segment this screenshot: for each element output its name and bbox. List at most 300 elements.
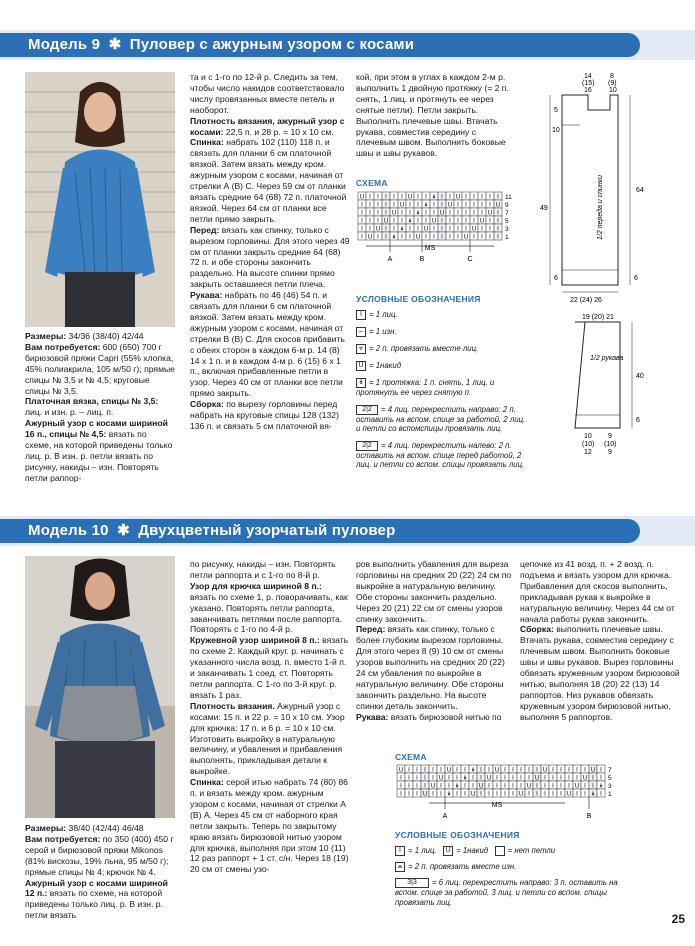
scheme-cell-symbol: I xyxy=(440,791,442,798)
scheme-cell-symbol: U xyxy=(542,767,548,774)
scheme-cell-symbol: I xyxy=(465,210,467,217)
star-icon: ✱ xyxy=(117,522,130,539)
scheme-cell-symbol: I xyxy=(456,767,458,774)
legend-text: = 4 лиц. перекрестить направо: 2 п. оставить на вспом. спице за работой, 2 лиц. и петли со вспомспицы провязать лиц. xyxy=(356,404,526,433)
model10-text: Спинка: серой итью набрать 74 (80) 86 п. и вязать между кром. ажурным узором с косами, начиная от стрелки А (В) А. Через 45 см от наборного края петли закрыть. Теперь по закрытому краю вязать бирюзовой нитью узором для крючка, выполняя при этом 10 (11) 12 раз раппорт + 1 ст. с/н. Через 18 (19) 20 см от смены узо- xyxy=(190,777,349,875)
scheme-cell-symbol: I xyxy=(361,202,363,209)
scheme-cell-symbol: I xyxy=(433,202,435,209)
scheme-cell-symbol: I xyxy=(369,194,371,201)
scheme-cell-symbol: I xyxy=(425,218,427,225)
legend-row xyxy=(395,846,635,856)
scheme-cell-symbol: I xyxy=(400,791,402,798)
scheme-cell-symbol: I xyxy=(481,234,483,241)
model9-text: Плотность вязания, ажурный узор с косами: 22,5 п. и 28 р. = 10 х 10 см. xyxy=(190,115,345,137)
model9-text: Размеры: 34/36 (38/40) 42/44 xyxy=(25,331,144,341)
scheme-cell-symbol: I xyxy=(377,194,379,201)
scheme-cell-symbol: I xyxy=(592,775,594,782)
scheme-cell-symbol: I xyxy=(576,791,578,798)
legend-row xyxy=(356,361,526,371)
body-bottom-6: 6 xyxy=(554,275,558,282)
legend-symbol: 2|2 xyxy=(356,405,378,415)
legend-row xyxy=(356,310,526,320)
scheme-cell-symbol: U xyxy=(582,775,588,782)
scheme-cell-symbol: I xyxy=(361,226,363,233)
scheme-cell-symbol: I xyxy=(393,202,395,209)
body-right-64: 64 xyxy=(636,187,644,194)
scheme-cell-symbol: I xyxy=(520,767,522,774)
body-bottom-w: 22 (24) 26 xyxy=(570,297,602,304)
scheme-cell-symbol: I xyxy=(425,210,427,217)
body-top-s: (9) xyxy=(608,80,617,87)
scheme-cell-symbol: I xyxy=(385,226,387,233)
scheme-cell-symbol: I xyxy=(497,218,499,225)
scheme-cell-symbol: I xyxy=(584,767,586,774)
scheme-cell-symbol: I xyxy=(400,783,402,790)
scheme-cell-symbol: I xyxy=(369,218,371,225)
scheme-cell-symbol: U xyxy=(407,194,413,201)
model9-col3 xyxy=(356,72,516,159)
scheme-cell-symbol: I xyxy=(424,783,426,790)
scheme-cell-symbol: I xyxy=(489,226,491,233)
scheme-cell-symbol: I xyxy=(401,210,403,217)
scheme-cell-symbol: I xyxy=(504,783,506,790)
scheme-row-label: 7 xyxy=(608,767,612,774)
scheme-cell-symbol: I xyxy=(409,202,411,209)
legend-row xyxy=(356,327,526,337)
scheme-cell-symbol: I xyxy=(385,210,387,217)
model9-scheme-title: СХЕМА xyxy=(356,178,388,188)
scheme-cell-symbol: U xyxy=(494,767,500,774)
scheme-cell-symbol: I xyxy=(449,226,451,233)
scheme-cell-symbol: I xyxy=(568,767,570,774)
scheme-arrow-label: A xyxy=(387,256,393,263)
legend-symbol: ⩔ xyxy=(356,344,366,354)
model10-text: Рукава: вязать бирюзовой нитью по xyxy=(356,711,502,722)
sleeve-bottom: 10 xyxy=(584,433,592,440)
scheme-cell-symbol: U xyxy=(438,775,444,782)
scheme-cell-symbol: I xyxy=(480,775,482,782)
scheme-cell-symbol: I xyxy=(377,202,379,209)
scheme-cell-symbol: I xyxy=(512,783,514,790)
scheme-cell-symbol: I xyxy=(520,775,522,782)
scheme-cell-symbol: I xyxy=(433,234,435,241)
page-number: 25 xyxy=(671,912,685,926)
scheme-cell-symbol: I xyxy=(560,783,562,790)
legend-symbol: ↡ xyxy=(356,378,366,388)
scheme-row-label: 1 xyxy=(505,234,509,241)
scheme-cell-symbol: I xyxy=(464,767,466,774)
scheme-cell-symbol: I xyxy=(552,775,554,782)
scheme-cell-symbol: U xyxy=(455,194,461,201)
legend-symbol: ⩕ xyxy=(395,862,405,872)
model10-scheme-title: СХЕМА xyxy=(395,752,427,762)
sleeve-bottom: (10) xyxy=(604,441,617,448)
legend-row xyxy=(356,405,526,434)
scheme-cell-symbol: I xyxy=(377,218,379,225)
scheme-cell-symbol: I xyxy=(441,218,443,225)
scheme-cell-symbol: I xyxy=(584,791,586,798)
legend-text: = 1 лиц. xyxy=(369,310,398,320)
scheme-cell-symbol: I xyxy=(480,791,482,798)
scheme-cell-symbol: I xyxy=(473,202,475,209)
sleeve-bottom: 12 xyxy=(584,449,592,456)
scheme-cell-symbol: U xyxy=(478,783,484,790)
legend-row xyxy=(356,441,526,470)
model10-text: Вам потребуется: по 350 (400) 450 г серой и бирюзовой пряжи Mikonos (81% вискозы, 19% льна, 95 м/50 г); прямые спицы № 4; крючок № 4. xyxy=(25,833,174,877)
scheme-cell-symbol: I xyxy=(489,218,491,225)
model10-col2 xyxy=(190,559,350,875)
scheme-cell-symbol: I xyxy=(600,767,602,774)
legend-text: = 1 лиц. xyxy=(408,846,437,856)
scheme-cell-symbol: U xyxy=(486,775,492,782)
scheme-cell-symbol: I xyxy=(432,775,434,782)
scheme-cell-symbol: I xyxy=(369,210,371,217)
body-label: 1/2 переда и спинки xyxy=(597,175,604,240)
scheme-cell-symbol: I xyxy=(416,775,418,782)
scheme-cell-symbol: I xyxy=(489,202,491,209)
scheme-cell-symbol: I xyxy=(473,194,475,201)
scheme-cell-symbol: U xyxy=(590,767,596,774)
scheme-cell-symbol: U xyxy=(399,202,405,209)
scheme-cell-symbol: I xyxy=(425,194,427,201)
scheme-cell-symbol: I xyxy=(473,218,475,225)
model10-scheme-chart xyxy=(395,763,640,825)
body-left-5: 5 xyxy=(554,107,558,114)
model9-text: Рукава: набрать по 46 (46) 54 п. и связать для планки 6 см платочной вязкой. Затем вязать между кром. ажурным узором с косами, начиная от стрелки В (В) С. Для скосов прибавить с обеих сторон в каждом 6-м р. 14 (8) 14 х 1 п. и в каждом 4-м р. 6 (15) 6 х 1 п., включая прибавленные петли в узор. Через 40 см от планки все петли прямо закрыть. xyxy=(190,290,345,399)
scheme-cell-symbol: U xyxy=(391,210,397,217)
sleeve-right-40: 40 xyxy=(636,373,644,380)
scheme-cell-symbol: I xyxy=(464,783,466,790)
scheme-cell-symbol: I xyxy=(416,767,418,774)
scheme-cell-symbol: I xyxy=(544,775,546,782)
scheme-cell-symbol: ↡ xyxy=(446,791,452,798)
model10-text: Сборка: выполнить плечевые швы. Втачать рукава, совместив середину с плечевым швом. Выполнить боковые швы и швы рукавов. Вырез горловины обвязать кружевным узором бирюзовой нитью, выполняя 18 (20) 22 (13) 14 раппортов. Низ рукавов обвязать кружевным узором бирюзовой нитью, выполняя 5 раппортов. xyxy=(520,624,680,722)
scheme-cell-symbol: I xyxy=(488,767,490,774)
scheme-cell-symbol: I xyxy=(441,194,443,201)
model9-pattern-body xyxy=(540,70,690,305)
scheme-row-label: 7 xyxy=(505,210,509,217)
scheme-cell-symbol: I xyxy=(497,226,499,233)
legend-text: = 1накид xyxy=(456,846,489,856)
scheme-cell-symbol: I xyxy=(512,767,514,774)
scheme-cell-symbol: I xyxy=(401,218,403,225)
scheme-cell-symbol: I xyxy=(457,218,459,225)
scheme-cell-symbol: ↡ xyxy=(423,202,429,209)
scheme-cell-symbol: I xyxy=(497,194,499,201)
scheme-cell-symbol: I xyxy=(480,767,482,774)
scheme-cell-symbol: U xyxy=(430,783,436,790)
scheme-cell-symbol: I xyxy=(417,202,419,209)
scheme-cell-symbol: I xyxy=(552,783,554,790)
scheme-cell-symbol: I xyxy=(385,234,387,241)
model9-text: Вам потребуется: 600 (650) 700 г бирюзовой пряжи Capri (55% хлопка, 45% полиакрила, 105 м/50 г); прямые спицы № 3,5 и № 4,5; круговые спицы № 3,5. xyxy=(25,341,175,396)
scheme-cell-symbol: I xyxy=(449,234,451,241)
body-left-49: 49 xyxy=(540,205,548,212)
scheme-cell-symbol: I xyxy=(512,791,514,798)
scheme-row-label: 3 xyxy=(608,783,612,790)
legend-symbol: – xyxy=(356,327,366,337)
scheme-cell-symbol: U xyxy=(526,783,532,790)
scheme-cell-symbol: U xyxy=(447,202,453,209)
model10-title: Двухцветный узорчатый пуловер xyxy=(138,522,396,539)
scheme-cell-symbol: I xyxy=(448,783,450,790)
scheme-cell-symbol: I xyxy=(440,783,442,790)
scheme-cell-symbol: I xyxy=(576,775,578,782)
model9-legend xyxy=(356,310,526,477)
scheme-cell-symbol: I xyxy=(504,775,506,782)
scheme-cell-symbol: U xyxy=(479,218,485,225)
model10-legend-title: УСЛОВНЫЕ ОБОЗНАЧЕНИЯ xyxy=(395,830,520,840)
model9-text: Ажурный узор с косами шириной 16 п., спицы № 4,5: вязать по схеме, на которой приведены только лиц. р. В изн. р. петли вязать по рисунку, накиды – изн. Повторять петли раппор- xyxy=(25,418,173,483)
model10-text: Перед: вязать как спинку, только с более глубоким вырезом горловины. Для этого через 8 (9) 10 см от смены узоров выполнить на средних 20 (22) 24 см убавления по выкройке в натуральную величину. Обе стороны закончить раздельно. На высоте спинки деталь закончить. xyxy=(356,624,505,711)
scheme-cell-symbol: I xyxy=(576,767,578,774)
scheme-cell-symbol: U xyxy=(415,234,421,241)
scheme-cell-symbol: I xyxy=(457,210,459,217)
sleeve-label: 1/2 рукава xyxy=(590,355,624,362)
scheme-cell-symbol: I xyxy=(416,783,418,790)
scheme-cell-symbol: I xyxy=(584,783,586,790)
body-top-s: 8 xyxy=(610,73,614,80)
scheme-cell-symbol: I xyxy=(568,783,570,790)
sleeve-bottom: 9 xyxy=(608,433,612,440)
scheme-cell-symbol: U xyxy=(439,210,445,217)
scheme-cell-symbol: I xyxy=(465,194,467,201)
scheme-cell-symbol: U xyxy=(375,226,381,233)
scheme-cell-symbol: I xyxy=(473,210,475,217)
scheme-cell-symbol: I xyxy=(441,234,443,241)
scheme-cell-symbol: ↡ xyxy=(407,218,413,225)
legend-text: = 1 изн. xyxy=(369,327,397,337)
model9-legend-title: УСЛОВНЫЕ ОБОЗНАЧЕНИЯ xyxy=(356,294,481,304)
scheme-cell-symbol: I xyxy=(465,218,467,225)
model9-banner xyxy=(0,33,640,57)
model10-text: Ажурный узор с косами шириной 12 п.: вязать по схеме, на которой приведены только лиц. р. В изн. р. петли вязать xyxy=(25,877,168,921)
sleeve-bottom-6: 6 xyxy=(636,417,640,424)
scheme-cell-symbol: I xyxy=(417,194,419,201)
scheme-cell-symbol: I xyxy=(449,194,451,201)
scheme-row-label: 3 xyxy=(505,226,509,233)
scheme-cell-symbol: I xyxy=(409,226,411,233)
scheme-cell-symbol: I xyxy=(377,210,379,217)
scheme-cell-symbol: I xyxy=(432,767,434,774)
model10-number: Модель 10 xyxy=(28,522,109,539)
scheme-cell-symbol: I xyxy=(401,194,403,201)
scheme-cell-symbol: I xyxy=(433,226,435,233)
legend-symbol: U xyxy=(356,361,366,371)
scheme-arrow-label: B xyxy=(419,256,425,263)
scheme-cell-symbol: U xyxy=(398,767,404,774)
model10-text: Узор для крючка шириной 8 п.: вязать по схеме 1, р. поворачивать, как указано. Повторять петли раппорта, заканчивать петлями после раппорта. Повторять с 1-го по 4-й р. xyxy=(190,580,348,635)
scheme-cell-symbol: I xyxy=(536,767,538,774)
scheme-cell-symbol: I xyxy=(457,234,459,241)
model10-text: ров выполнить убавления для выреза горловины на средних 20 (22) 24 см по выкройке в натуральную величину. Обе стороны закончить раздельно. Через 20 (21) 22 см от смены узоров спинку закончить. xyxy=(356,559,512,624)
scheme-cell-symbol: I xyxy=(393,194,395,201)
scheme-cell-symbol: I xyxy=(432,791,434,798)
scheme-cell-symbol: U xyxy=(534,775,540,782)
scheme-cell-symbol: I xyxy=(433,210,435,217)
scheme-cell-symbol: I xyxy=(536,783,538,790)
legend-symbol: I xyxy=(395,846,405,856)
scheme-cell-symbol: U xyxy=(423,226,429,233)
model10-text: цепочке из 41 возд. п. + 2 возд. п. подъема и вязать узором для крючка. Прибавления для скосов выполнить, прикладывая рукав к выкройке в натуральную величину. Через 44 см от начала работы рукав закончить. xyxy=(520,559,675,624)
legend-symbol: I xyxy=(356,310,366,320)
model10-photo xyxy=(25,556,175,818)
scheme-cell-symbol: U xyxy=(518,791,524,798)
scheme-cell-symbol: U xyxy=(446,767,452,774)
body-bottom-6: 6 xyxy=(634,275,638,282)
model10-legend xyxy=(395,846,635,907)
scheme-cell-symbol: I xyxy=(481,210,483,217)
scheme-cell-symbol: I xyxy=(408,783,410,790)
legend-text: = 1 протяжка: 1 п. снять, 1 лиц. и протянуть ее через снятую п. xyxy=(356,378,495,397)
scheme-row-label: 5 xyxy=(608,775,612,782)
scheme-cell-symbol: I xyxy=(512,775,514,782)
scheme-cell-symbol: I xyxy=(496,783,498,790)
scheme-arrow-label: B xyxy=(586,813,592,820)
scheme-cell-symbol: I xyxy=(457,226,459,233)
scheme-cell-symbol: I xyxy=(560,791,562,798)
legend-text: = нет петли xyxy=(507,846,556,856)
model9-col2 xyxy=(190,72,350,432)
model9-text: Платочная вязка, спицы № 3,5: лиц. и изн. р. – лиц. п. xyxy=(25,396,159,418)
legend-row xyxy=(356,378,526,398)
scheme-cell-symbol: I xyxy=(401,234,403,241)
model9-number: Модель 9 xyxy=(28,36,101,53)
scheme-cell-symbol: I xyxy=(361,234,363,241)
scheme-cell-symbol: ↡ xyxy=(470,767,476,774)
sleeve-bottom: (10) xyxy=(582,441,595,448)
scheme-cell-symbol: I xyxy=(441,226,443,233)
scheme-cell-symbol: ↡ xyxy=(431,194,437,201)
scheme-cell-symbol: U xyxy=(359,194,365,201)
scheme-cell-symbol: U xyxy=(422,791,428,798)
model9-text: Перед: вязать как спинку, только с вырезом горловины. Для этого через 49 см от планки закрыть средние 64 (68) 72 п. и обе стороны закончить раздельно. На высоте спинки прямо закрыть оставшиеся петли плеча. xyxy=(190,224,350,290)
scheme-cell-symbol: I xyxy=(528,791,530,798)
scheme-cell-symbol: I xyxy=(536,791,538,798)
scheme-cell-symbol: I xyxy=(600,791,602,798)
scheme-cell-symbol: I xyxy=(489,234,491,241)
legend-symbol xyxy=(495,846,505,856)
scheme-row-label: 5 xyxy=(505,218,509,225)
scheme-cell-symbol: I xyxy=(456,791,458,798)
scheme-cell-symbol: U xyxy=(574,783,580,790)
scheme-cell-symbol: I xyxy=(424,775,426,782)
scheme-cell-symbol: I xyxy=(416,791,418,798)
scheme-cell-symbol: U xyxy=(471,226,477,233)
scheme-cell-symbol: I xyxy=(568,775,570,782)
scheme-cell-symbol: I xyxy=(425,234,427,241)
scheme-cell-symbol: ↡ xyxy=(415,210,421,217)
scheme-cell-symbol: I xyxy=(528,767,530,774)
model9-text: Сборка: по вырезу горловины перед набрать на круговые спицы 128 (132) 136 п. и связать 5 см платочной вя- xyxy=(190,399,339,431)
model10-col4 xyxy=(520,559,680,723)
body-top-s: 10 xyxy=(609,87,617,94)
scheme-cell-symbol: ↡ xyxy=(454,783,460,790)
scheme-cell-symbol: I xyxy=(449,210,451,217)
scheme-cell-symbol: I xyxy=(408,791,410,798)
scheme-cell-symbol: I xyxy=(528,775,530,782)
model10-col1 xyxy=(25,823,177,921)
scheme-cell-symbol: I xyxy=(465,202,467,209)
scheme-cell-symbol: I xyxy=(393,226,395,233)
model10-text: Размеры: 38/40 (42/44) 46/48 xyxy=(25,823,144,833)
model9-title: Пуловер с ажурным узором с косами xyxy=(129,36,415,53)
scheme-cell-symbol: I xyxy=(369,226,371,233)
legend-text: = 2 п. провязать вместе лиц. xyxy=(369,344,479,354)
scheme-cell-symbol: U xyxy=(487,210,493,217)
scheme-cell-symbol: I xyxy=(448,775,450,782)
model9-scheme-chart xyxy=(356,190,521,275)
scheme-ms-label: MS xyxy=(424,245,436,252)
sleeve-top: 19 (20) 21 xyxy=(582,314,614,321)
scheme-cell-symbol: I xyxy=(481,226,483,233)
model10-text: Кружевной узор шириной 8 п.: вязать по схеме 2. Каждый круг. р. начинать с указанного числа возд. п. вместо 1-й п. и заканчивать 1 соед. ст. Повторять петли раппорта. С 1-го по 3-й круг. р. вязать 1 раз. xyxy=(190,635,349,700)
scheme-cell-symbol: I xyxy=(408,775,410,782)
legend-row xyxy=(395,862,635,872)
scheme-cell-symbol: I xyxy=(457,202,459,209)
model10-banner xyxy=(0,519,640,543)
legend-symbol: 3|3 xyxy=(395,878,429,888)
scheme-cell-symbol: I xyxy=(504,767,506,774)
scheme-cell-symbol: I xyxy=(481,202,483,209)
model10-col3 xyxy=(356,559,514,723)
scheme-cell-symbol: I xyxy=(504,791,506,798)
scheme-cell-symbol: ↡ xyxy=(391,234,397,241)
scheme-cell-symbol: I xyxy=(520,783,522,790)
scheme-cell-symbol: I xyxy=(417,226,419,233)
scheme-cell-symbol: I xyxy=(481,194,483,201)
legend-row xyxy=(395,878,635,907)
body-top-w: 16 xyxy=(584,87,592,94)
scheme-arrow-label: C xyxy=(467,256,473,263)
scheme-cell-symbol: I xyxy=(560,767,562,774)
scheme-cell-symbol: I xyxy=(393,218,395,225)
scheme-cell-symbol: I xyxy=(385,194,387,201)
scheme-cell-symbol: I xyxy=(544,791,546,798)
scheme-cell-symbol: I xyxy=(361,218,363,225)
scheme-row-label: 11 xyxy=(505,194,512,201)
scheme-cell-symbol: I xyxy=(472,783,474,790)
scheme-cell-symbol: I xyxy=(409,210,411,217)
model9-text: та и с 1-го по 12-й р. Следить за тем, чтобы число накидов соответствовало числу провязанных вместе петель и наоборот. xyxy=(190,72,345,115)
scheme-cell-symbol: U xyxy=(463,234,469,241)
legend-text: = 2 п. провязать вместе изн. xyxy=(408,862,517,872)
scheme-cell-symbol: I xyxy=(385,202,387,209)
scheme-cell-symbol: I xyxy=(472,775,474,782)
legend-row xyxy=(356,344,526,354)
body-top-w: (15) xyxy=(582,80,595,87)
scheme-cell-symbol: U xyxy=(495,202,501,209)
scheme-cell-symbol: U xyxy=(431,218,437,225)
scheme-cell-symbol: I xyxy=(464,791,466,798)
scheme-cell-symbol: I xyxy=(473,234,475,241)
scheme-cell-symbol: I xyxy=(409,234,411,241)
scheme-cell-symbol: I xyxy=(552,767,554,774)
model9-photo xyxy=(25,72,175,327)
legend-text: = 6 лиц. перекрестить направо: 3 п. оставить на вспом. спице за работой, 3 лиц. и петли со вспом. спицы провязать лиц. xyxy=(395,878,618,907)
model10-text: по рисунку, накиды – изн. Повторять петли раппорта и с 1-го по 8-й р. xyxy=(190,559,336,580)
scheme-cell-symbol: I xyxy=(440,767,442,774)
scheme-cell-symbol: I xyxy=(560,775,562,782)
scheme-cell-symbol: I xyxy=(361,210,363,217)
scheme-row-label: 1 xyxy=(608,791,612,798)
model9-col1 xyxy=(25,331,175,484)
model9-pattern-sleeve xyxy=(560,310,685,490)
scheme-cell-symbol: ↡ xyxy=(462,775,468,782)
scheme-row-label: 9 xyxy=(505,202,509,209)
scheme-cell-symbol: I xyxy=(417,218,419,225)
scheme-arrow-label: A xyxy=(442,813,448,820)
